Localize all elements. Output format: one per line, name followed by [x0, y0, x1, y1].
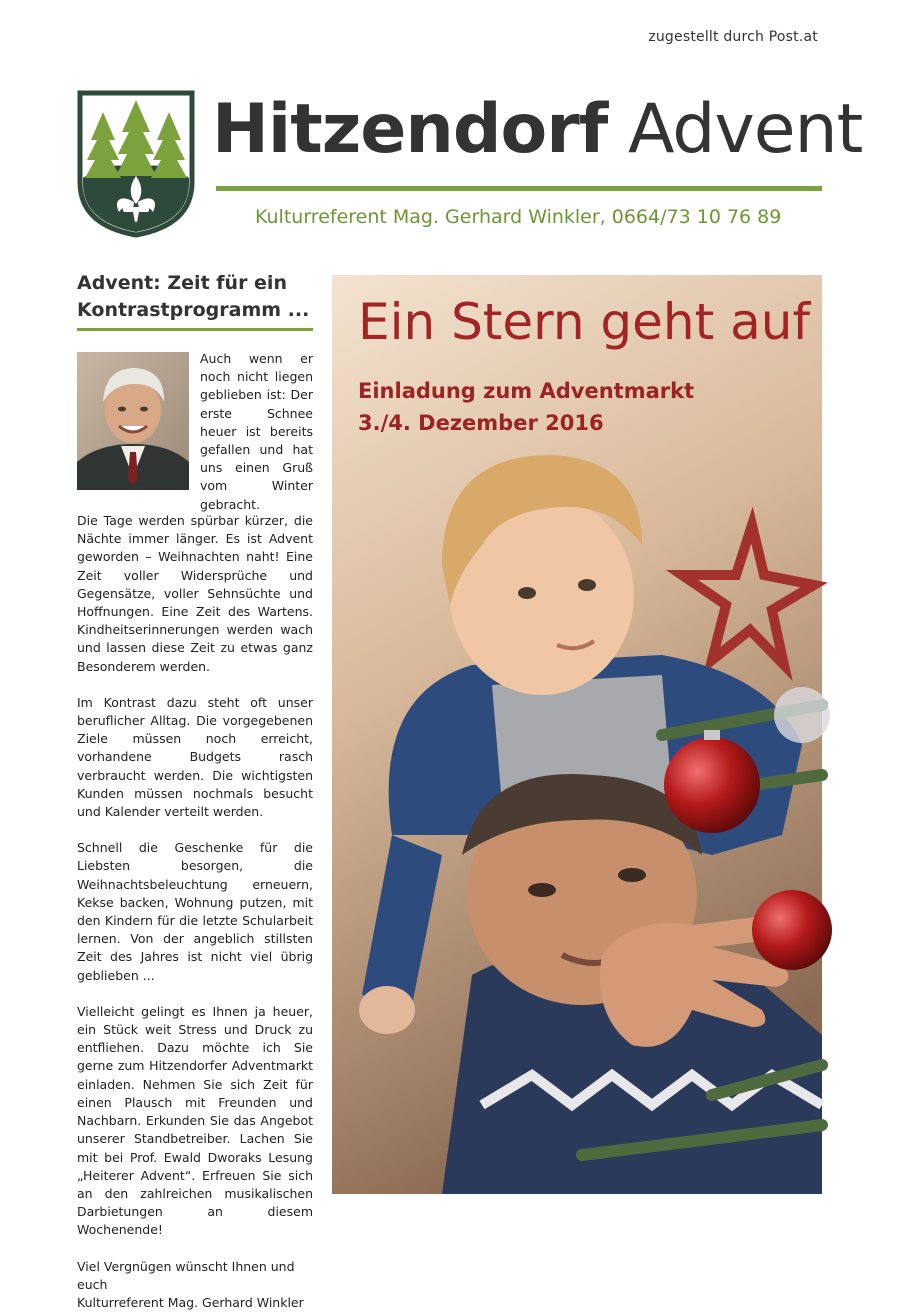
article-heading — [77, 270, 313, 324]
poster-event-date: 3./4. Dezember 2016 — [358, 411, 604, 435]
article-heading-rule — [77, 328, 313, 331]
municipal-crest-logo — [77, 90, 195, 238]
postal-note: zugestellt durch Post.at — [648, 29, 818, 45]
article-closing-line1: Viel Vergnügen wünscht Ihnen und euch — [77, 1258, 295, 1292]
poster-invitation-line: Einladung zum Adventmarkt — [358, 379, 695, 403]
article-body — [77, 512, 313, 1312]
masthead-contact: Kulturreferent Mag. Gerhard Winkler, 0664/73 10 76 89 — [255, 206, 782, 228]
article-closing — [77, 1258, 313, 1312]
poster-invitation — [358, 375, 694, 439]
masthead-title — [212, 90, 863, 169]
masthead-rule — [216, 186, 822, 191]
article-paragraph: Im Kontrast dazu steht oft unser beruflicher Alltag. Die vorgegebenen Ziele müssen noch erreicht, vorhandene Budgets rasch verbraucht werden. Die wichtigsten Kunden müssen nochmals besucht und Kalender verteilt werden. — [77, 694, 313, 820]
article-heading-line1: Advent: Zeit für ein — [77, 272, 287, 294]
masthead-title-event: Advent — [627, 90, 863, 169]
article-paragraph: Vielleicht gelingt es Ihnen ja heuer, ein Stück weit Stress und Druck zu entfliehen. Dazu möchte ich Sie gerne zum Hitzendorfer Adventmarkt einladen. Nehmen Sie sich Zeit für einen Plausch mit Freunden und Nachbarn. Erkunden Sie das Angebot unserer Standbetreiber. Lachen Sie mit bei Prof. Ewald Dworaks Lesung „Heiterer Advent“. Erfreuen Sie sich an den zahlreichen musikalischen Darbietungen an diesem Wochenende! — [77, 1003, 313, 1238]
article-paragraph: Schnell die Geschenke für die Liebsten besorgen, die Weihnachtsbeleuchtung erneuern, Kekse backen, Wohnung putzen, mit den Kindern für die letzte Schularbeit lernen. Von der angeblich stillsten Zeit des Jahres ist nicht viel übrig geblieben ... — [77, 840, 313, 983]
advent-poster — [332, 275, 822, 1194]
article-signature: Kulturreferent Mag. Gerhard Winkler — [77, 1294, 304, 1310]
article-heading-block — [77, 270, 313, 331]
masthead-title-place: Hitzendorf — [212, 90, 608, 169]
article-heading-line2: Kontrastprogramm ... — [77, 299, 310, 321]
article-intro: Auch wenn er noch nicht liegen geblieben ist: Der erste Schnee heuer ist bereits gefallen und hat uns einen Gruß vom Winter gebracht. — [200, 351, 313, 512]
author-portrait — [77, 352, 189, 490]
poster-headline: Ein Stern geht auf — [358, 293, 811, 351]
article-paragraph: Die Tage werden spürbar kürzer, die Nächte immer länger. Es ist Advent geworden – Weihnachten naht! Eine Zeit voller Widersprüche und Gegensätze, voller Sehnsüchte und Hoffnungen. Eine Zeit des Wartens. Kindheitserinnerungen werden wach und lassen diese Zeit zu etwas ganz Besonderem werden. — [77, 513, 313, 674]
